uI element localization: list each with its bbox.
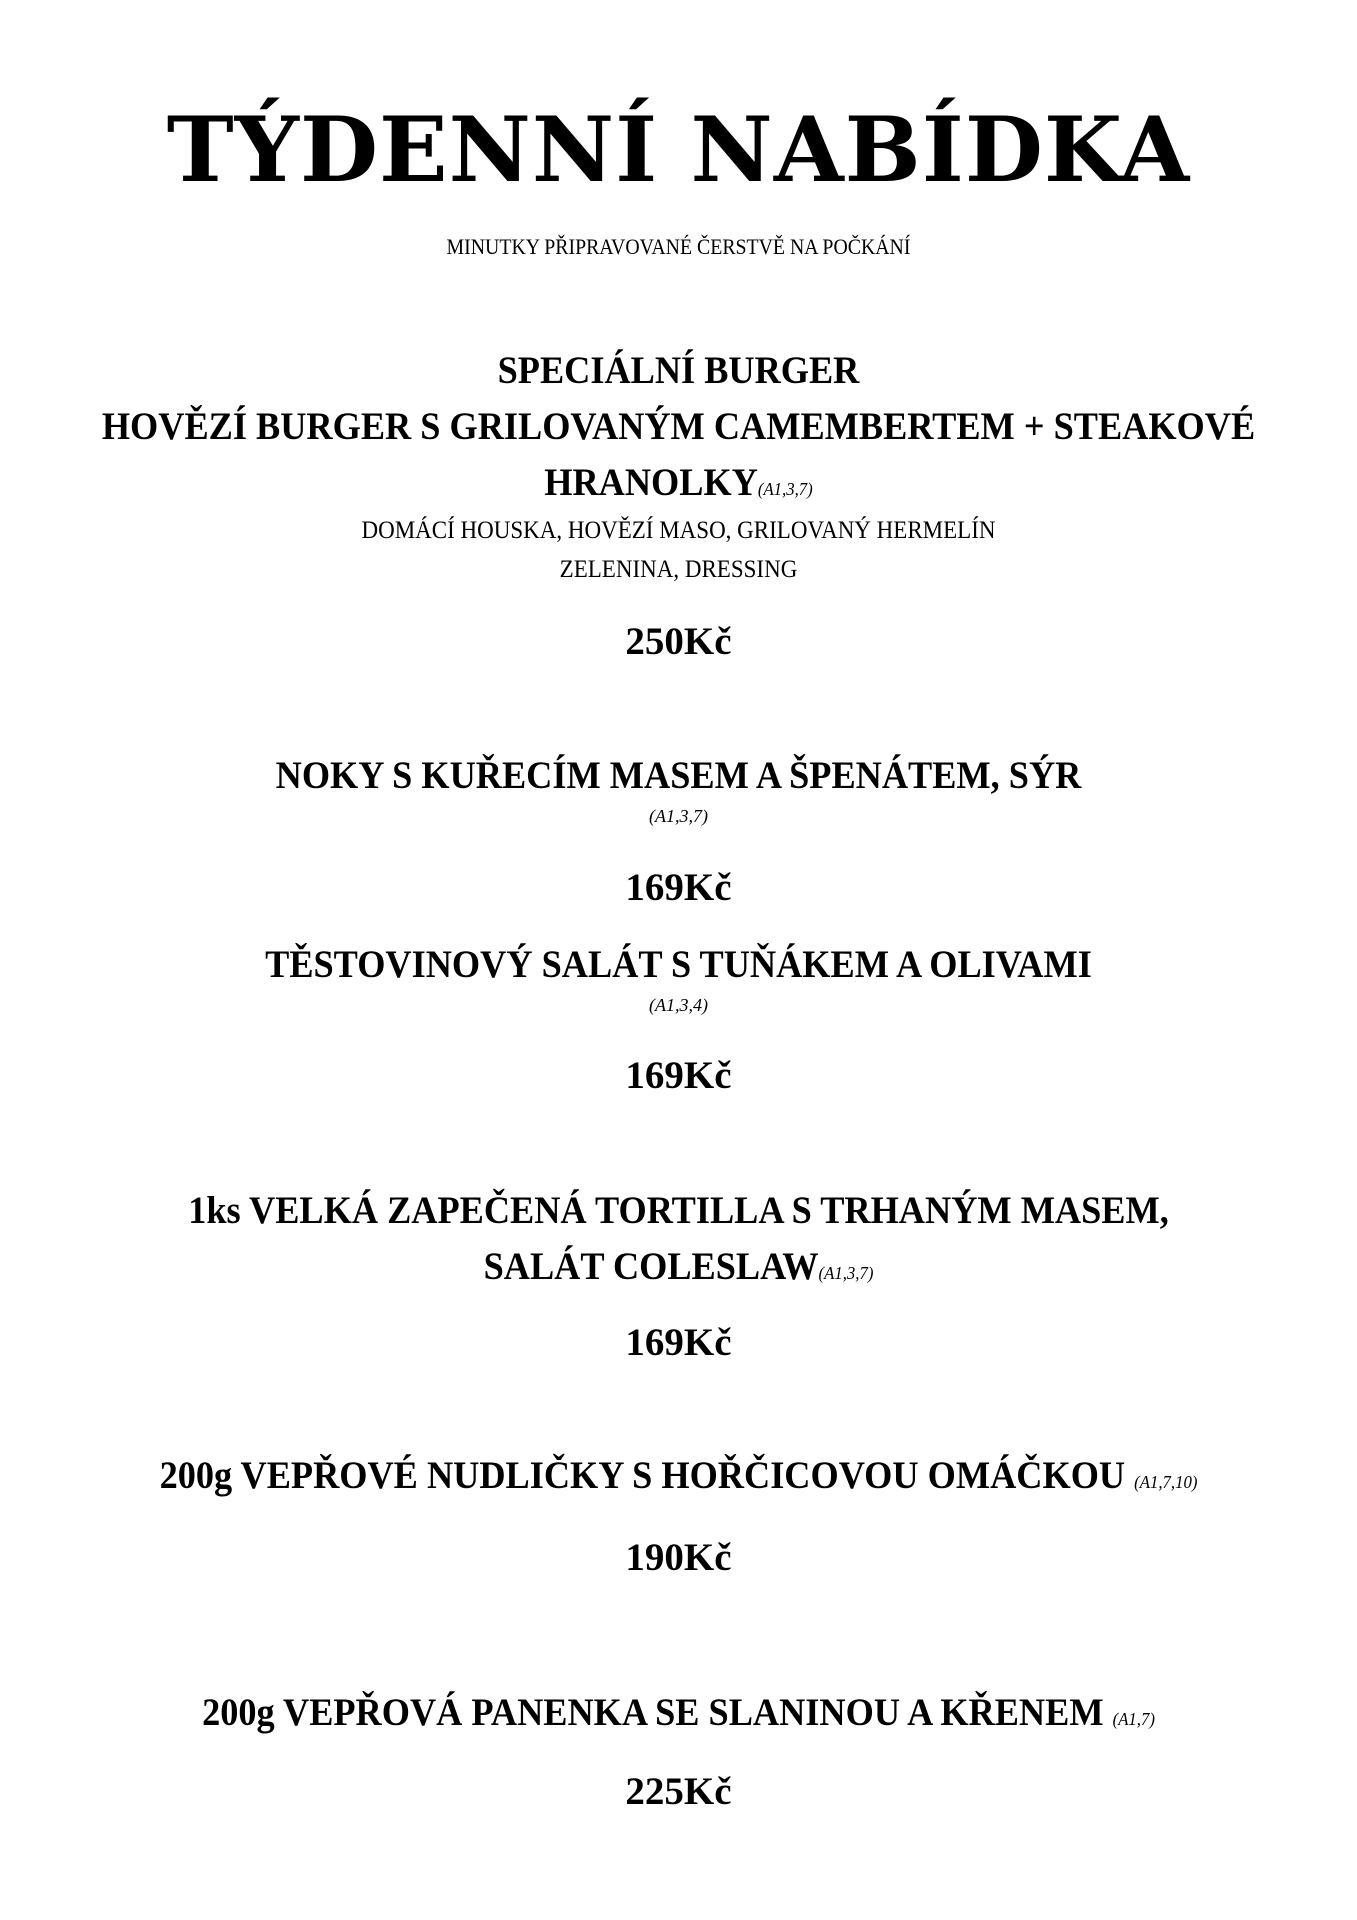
- menu-item-special-burger: [0, 343, 1357, 589]
- item-allergens: (A1,7,10): [1134, 1472, 1198, 1492]
- item-allergens: (A1,3,7): [649, 806, 708, 826]
- item-name-text: SALÁT COLESLAW: [483, 1245, 819, 1288]
- item-heading: SPECIÁLNÍ BURGER: [497, 349, 860, 392]
- item-description: ZELENINA, DRESSING: [559, 556, 798, 583]
- page-title: TÝDENNÍ NABÍDKA: [166, 97, 1191, 203]
- menu-item-pork-strips: [0, 1448, 1357, 1504]
- item-name-line: TĚSTOVINOVÝ SALÁT S TUŇÁKEM A OLIVAMI: [265, 943, 1092, 986]
- menu-item-tortilla: [0, 1183, 1357, 1295]
- menu-item-pasta-salad: [0, 937, 1357, 1017]
- menu-item-noky: [0, 748, 1357, 828]
- item-name-line: [47, 1685, 1309, 1741]
- item-name-line: HOVĚZÍ BURGER S GRILOVANÝM CAMEMBERTEM + STEAKOVÉ: [101, 405, 1256, 448]
- item-price: 225Kč: [625, 1770, 732, 1813]
- item-name-text: 200g VEPŘOVÁ PANENKA SE SLANINOU A KŘENEM: [202, 1691, 1104, 1734]
- menu-item-pork-tenderloin: [0, 1685, 1357, 1741]
- item-allergens: (A1,3,7): [818, 1263, 874, 1283]
- item-allergens: (A1,3,4): [649, 995, 708, 1015]
- item-allergens: (A1,7): [1112, 1709, 1155, 1729]
- item-price: 169Kč: [625, 866, 732, 909]
- item-price: 169Kč: [625, 1054, 732, 1097]
- item-name-line: [47, 1239, 1309, 1295]
- page-subtitle: MINUTKY PŘIPRAVOVANÉ ČERSTVĚ NA POČKÁNÍ: [446, 234, 911, 259]
- item-name-text: 200g VEPŘOVÉ NUDLIČKY S HOŘČICOVOU OMÁČKOU: [159, 1454, 1126, 1497]
- item-price: 169Kč: [625, 1321, 732, 1364]
- item-price: 190Kč: [625, 1536, 732, 1579]
- item-description: DOMÁCÍ HOUSKA, HOVĚZÍ MASO, GRILOVANÝ HERMELÍN: [361, 517, 996, 544]
- item-name-line: NOKY S KUŘECÍM MASEM A ŠPENÁTEM, SÝR: [275, 754, 1082, 797]
- item-name-line: [47, 1448, 1309, 1504]
- item-price: 250Kč: [625, 620, 732, 663]
- item-name-text: HRANOLKY: [544, 461, 758, 504]
- item-name-line: 1ks VELKÁ ZAPEČENÁ TORTILLA S TRHANÝM MASEM,: [188, 1189, 1169, 1232]
- item-allergens: (A1,3,7): [757, 479, 813, 499]
- item-name-line: [47, 455, 1309, 511]
